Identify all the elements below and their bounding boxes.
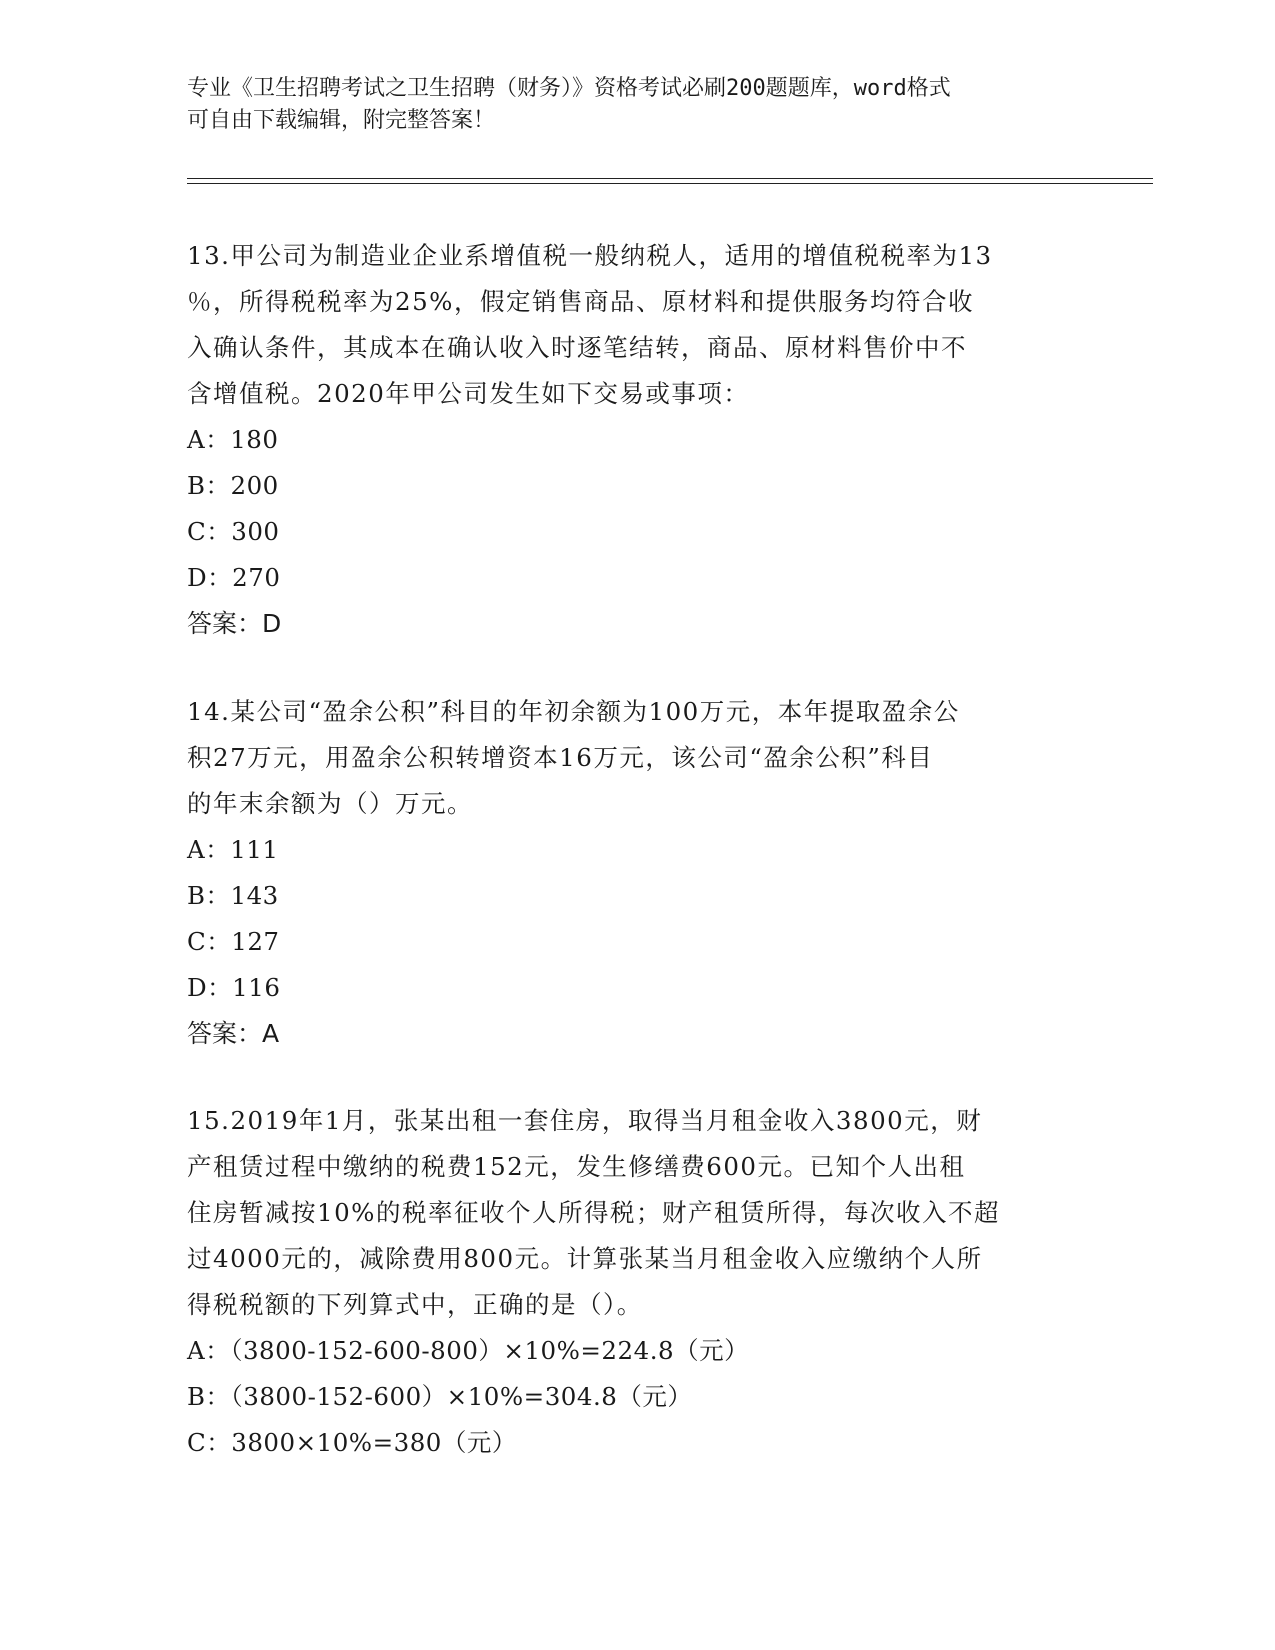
stem-line: 的年末余额为（）万元。 (187, 789, 473, 818)
option-c: C：300 (187, 517, 280, 546)
answer-line: 答案：A (187, 1019, 280, 1048)
stem-line: 入确认条件，其成本在确认收入时逐笔结转，商品、原材料售价中不 (187, 333, 967, 362)
option-a: A：111 (187, 835, 279, 864)
option-c: C：127 (187, 927, 280, 956)
question-14 (187, 689, 1087, 1057)
option-b: B：（3800-152-600）×10%=304.8（元） (187, 1382, 693, 1411)
question-stem (187, 1098, 1087, 1328)
header-divider-bottom (187, 183, 1153, 184)
option-c: C：3800×10%=380（元） (187, 1428, 517, 1457)
question-stem (187, 689, 1087, 827)
header-line-1: 专业《卫生招聘考试之卫生招聘（财务）》资格考试必刷200题题库，word格式 (187, 76, 951, 101)
stem-line: 住房暂减按10%的税率征收个人所得税；财产租赁所得，每次收入不超 (187, 1198, 1000, 1227)
option-a: A：（3800-152-600-800）×10%=224.8（元） (187, 1336, 750, 1365)
question-13 (187, 233, 1087, 647)
stem-line: 过4000元的，减除费用800元。计算张某当月租金收入应缴纳个人所 (187, 1244, 983, 1273)
question-stem (187, 233, 1087, 417)
stem-line: 14.某公司“盈余公积”科目的年初余额为100万元，本年提取盈余公 (187, 697, 960, 726)
header-line-2: 可自由下载编辑，附完整答案！ (187, 108, 496, 133)
stem-line: ％，所得税税率为25%，假定销售商品、原材料和提供服务均符合收 (187, 287, 974, 316)
question-15 (187, 1098, 1087, 1466)
stem-line: 15.2019年1月，张某出租一套住房，取得当月租金收入3800元，财 (187, 1106, 983, 1135)
stem-line: 得税税额的下列算式中，正确的是（）。 (187, 1290, 643, 1319)
stem-line: 产租赁过程中缴纳的税费152元，发生修缮费600元。已知个人出租 (187, 1152, 966, 1181)
option-d: D：116 (187, 973, 281, 1002)
stem-line: 含增值税。2020年甲公司发生如下交易或事项： (187, 379, 750, 408)
stem-line: 积27万元，用盈余公积转增资本16万元，该公司“盈余公积”科目 (187, 743, 934, 772)
option-a: A：180 (187, 425, 279, 454)
option-b: B：200 (187, 471, 279, 500)
answer-line: 答案：D (187, 609, 282, 638)
header-divider-top (187, 178, 1153, 179)
option-b: B：143 (187, 881, 279, 910)
option-d: D：270 (187, 563, 281, 592)
document-header (187, 73, 1067, 137)
stem-line: 13.甲公司为制造业企业系增值税一般纳税人，适用的增值税税率为13 (187, 241, 993, 270)
